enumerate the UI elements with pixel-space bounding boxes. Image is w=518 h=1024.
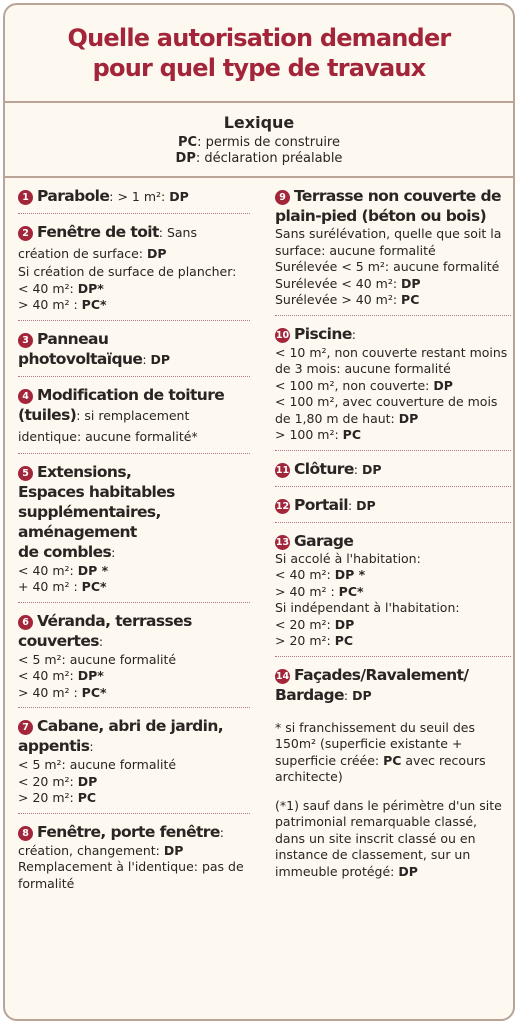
detail-text: > 20 m²:	[18, 790, 78, 805]
item-inline-detail	[99, 634, 103, 649]
lexique-section	[5, 103, 513, 178]
authorization-code: PC*	[338, 583, 364, 599]
item-detail-line	[275, 617, 511, 634]
detail-text: > 20 m²:	[275, 633, 335, 648]
item-title: Terrasse non couverte de	[294, 187, 501, 205]
detail-text: :	[89, 739, 94, 754]
detail-text: > 40 m² :	[18, 297, 82, 312]
detail-text: : si remplacement identique: aucune formalité*	[18, 407, 198, 444]
detail-text: < 40 m²:	[275, 567, 335, 582]
list-item	[18, 329, 250, 377]
detail-text: Remplacement à l'identique: pas de formalité	[18, 859, 244, 891]
footnote	[275, 798, 511, 881]
item-number-badge: 14	[275, 670, 290, 682]
detail-text: :	[353, 461, 362, 477]
authorization-code: PC*	[81, 297, 107, 312]
item-detail-line	[275, 259, 511, 276]
authorization-code: DP	[398, 410, 419, 426]
item-inline-detail	[344, 688, 372, 703]
authorization-code: DP	[163, 842, 184, 858]
item-inline-detail	[142, 352, 170, 367]
item-detail-line	[275, 378, 511, 395]
authorization-card	[3, 3, 515, 1021]
detail-text: :	[111, 544, 116, 560]
detail-text: :	[219, 824, 224, 840]
item-heading	[275, 459, 511, 480]
item-detail-line	[18, 843, 250, 860]
item-title: Garage	[294, 531, 354, 550]
detail-text: + 40 m² :	[18, 579, 82, 594]
detail-text: Surélevée > 40 m²:	[275, 292, 402, 307]
detail-text: > 40 m² :	[18, 684, 82, 700]
list-item	[275, 324, 511, 451]
list-item	[275, 186, 511, 316]
authorization-code: DP	[150, 351, 171, 367]
item-detail-line	[18, 579, 250, 596]
item-title: aménagement	[18, 522, 137, 541]
item-inline-detail	[111, 545, 115, 560]
item-heading	[275, 495, 511, 516]
authorization-code: DP	[361, 461, 382, 477]
item-number-badge: 3	[18, 333, 33, 348]
item-title: Façades/Ravalement/	[294, 665, 469, 684]
item-title: Portail	[294, 495, 348, 514]
detail-text: < 20 m²:	[275, 616, 335, 632]
authorization-code: DP	[401, 275, 421, 291]
item-detail-line	[18, 757, 250, 774]
list-item	[275, 459, 511, 487]
item-detail-line	[275, 427, 511, 444]
item-inline-detail	[109, 189, 188, 204]
authorization-code: PC	[77, 790, 97, 805]
authorization-code: DP	[352, 687, 372, 703]
list-item	[275, 665, 511, 712]
item-heading	[275, 324, 511, 345]
item-title: supplémentaires,	[18, 502, 161, 521]
item-detail-line	[275, 276, 511, 293]
item-detail-line	[275, 567, 511, 584]
authorization-code: DP *	[77, 562, 109, 578]
item-number-badge: 8	[18, 826, 33, 841]
item-title: (tuiles)	[18, 405, 77, 424]
item-number-badge: 4	[18, 389, 33, 404]
detail-text: < 100 m², non couverte:	[275, 377, 434, 393]
list-item	[18, 186, 250, 214]
lexique-dp	[176, 151, 343, 167]
item-title: photovoltaïque	[18, 349, 143, 368]
authorization-code: DP	[77, 773, 98, 789]
item-title: Modification de toiture	[37, 385, 225, 404]
item-number-badge: 7	[18, 720, 33, 735]
detail-text: < 5 m²: aucune formalité	[18, 651, 177, 667]
item-title: couvertes	[18, 631, 99, 650]
detail-text: Si accolé à l'habitation:	[275, 550, 421, 566]
item-title: Bardage	[275, 685, 344, 704]
detail-text: < 10 m², non couverte restant moins de 3 mois: aucune formalité	[275, 344, 508, 376]
left-column	[18, 186, 250, 906]
item-heading	[275, 665, 511, 706]
item-number-badge: 9	[275, 190, 290, 205]
authorization-code: DP	[398, 863, 418, 879]
title-line-2: pour quel type de travaux	[92, 54, 426, 82]
item-inline-detail	[348, 498, 376, 513]
detail-text: < 40 m²:	[18, 562, 78, 578]
authorization-code: PC	[342, 427, 361, 442]
item-detail-line	[18, 790, 250, 807]
footnote-text: * si franchissement du seuil des 150m² (superficie existante + superficie créée:	[275, 719, 475, 768]
item-title: appentis	[18, 737, 90, 755]
authorization-code: DP *	[334, 567, 366, 582]
list-item	[18, 611, 250, 709]
item-detail-line	[18, 859, 250, 892]
lexique-pc	[178, 135, 340, 151]
item-heading	[275, 531, 511, 551]
authorization-code: PC	[383, 752, 402, 768]
detail-text: : > 1 m²:	[109, 189, 170, 204]
detail-text: Si création de surface de plancher: < 40 m²:	[18, 264, 237, 296]
item-inline-detail	[354, 462, 382, 477]
detail-text: :	[343, 687, 353, 703]
item-number-badge: 6	[18, 615, 33, 630]
item-detail-line	[18, 774, 250, 791]
title-line-1: Quelle autorisation demander	[67, 24, 451, 52]
detail-text: Si indépendant à l'habitation:	[275, 600, 460, 615]
detail-text: création, changement:	[18, 842, 164, 858]
lexique-title: Lexique	[223, 113, 295, 132]
authorization-code: PC	[334, 633, 354, 648]
item-title: Espaces habitables	[18, 482, 175, 501]
item-number-badge: 11	[275, 464, 290, 476]
items-columns	[5, 186, 513, 1019]
footnote-text: (*1) sauf dans le périmètre d'un site patrimonial remarquable classé, dans un site inscrit classé ou en instance de classement, sur un immeuble protégé:	[275, 797, 502, 879]
authorization-code: DP	[433, 377, 453, 393]
item-title: Extensions,	[37, 462, 132, 481]
list-item	[18, 222, 250, 321]
detail-text: < 100 m², avec couverture de mois de 1,80 m de haut:	[275, 394, 498, 426]
item-title: Parabole	[37, 187, 110, 205]
item-detail-line	[18, 668, 250, 685]
right-column	[275, 186, 511, 892]
authorization-code: DP	[169, 189, 189, 204]
detail-text: < 40 m²:	[18, 668, 78, 683]
authorization-code: PC*	[81, 684, 107, 700]
detail-text: :	[142, 351, 151, 367]
detail-text: Surélevée < 40 m²:	[275, 275, 402, 291]
item-heading	[18, 822, 250, 843]
item-detail-line	[275, 584, 511, 601]
list-item	[18, 462, 250, 603]
item-inline-detail	[352, 327, 356, 342]
item-detail-line	[275, 226, 511, 259]
item-heading	[18, 186, 250, 207]
item-title: Fenêtre, porte fenêtre	[37, 822, 220, 841]
list-item	[18, 716, 250, 814]
detail-text: : Sans création de surface:	[18, 225, 197, 261]
item-number-badge: 10	[275, 329, 290, 341]
item-title: Cabane, abri de jardin,	[37, 717, 224, 735]
detail-text: > 100 m²:	[275, 427, 343, 442]
footnote-text: avec recours architecte)	[275, 752, 486, 784]
pc-abbr: PC	[178, 135, 198, 150]
authorization-code: PC*	[81, 579, 107, 594]
pc-definition: : permis de construire	[197, 135, 340, 150]
item-number-badge: 5	[18, 466, 33, 481]
item-detail-line	[18, 563, 250, 580]
detail-text: < 20 m²:	[18, 773, 78, 789]
footnote	[275, 720, 511, 786]
item-detail-line	[275, 292, 511, 309]
list-item	[275, 531, 511, 657]
item-detail-line	[275, 551, 511, 568]
item-heading	[275, 186, 511, 226]
detail-text: > 40 m² :	[275, 583, 339, 599]
list-item	[18, 822, 250, 899]
authorization-code: PC	[401, 292, 420, 307]
authorization-code: DP	[147, 246, 167, 261]
item-title: Piscine	[294, 324, 352, 343]
authorization-code: DP	[334, 616, 355, 632]
authorization-code: DP*	[77, 280, 104, 296]
item-inline-detail	[220, 825, 224, 840]
item-title: Clôture	[294, 459, 354, 478]
item-detail-line	[18, 685, 250, 702]
item-title: Fenêtre de toit	[37, 223, 159, 241]
dp-abbr: DP	[175, 151, 196, 166]
item-detail-line	[18, 264, 250, 297]
detail-text: :	[347, 497, 357, 513]
authorization-code: DP*	[77, 668, 104, 683]
item-heading	[18, 385, 250, 447]
item-heading	[18, 716, 250, 757]
item-number-badge: 13	[275, 536, 290, 548]
item-detail-line	[275, 394, 511, 427]
detail-text: :	[98, 633, 104, 649]
item-detail-line	[275, 600, 511, 617]
dp-definition: : déclaration préalable	[195, 151, 343, 166]
item-inline-detail	[89, 739, 93, 754]
item-number-badge: 2	[18, 226, 33, 241]
authorization-code: DP	[356, 497, 376, 513]
item-title: Véranda, terrasses	[37, 611, 192, 630]
item-detail-line	[18, 652, 250, 669]
list-item	[275, 495, 511, 523]
detail-text: :	[351, 326, 356, 342]
item-heading	[18, 611, 250, 652]
page-title	[5, 5, 513, 103]
item-heading	[18, 462, 250, 563]
detail-text: < 5 m²: aucune formalité	[18, 757, 177, 772]
list-item	[18, 385, 250, 454]
detail-text: Surélevée < 5 m²: aucune formalité	[275, 259, 500, 274]
item-title: de combles	[18, 542, 112, 561]
item-title: Panneau	[37, 329, 109, 348]
item-heading	[18, 222, 250, 264]
item-number-badge: 12	[275, 500, 290, 512]
item-detail-line	[275, 345, 511, 378]
item-detail-line	[275, 633, 511, 650]
item-number-badge: 1	[18, 190, 33, 205]
item-detail-line	[18, 297, 250, 314]
item-heading	[18, 329, 250, 370]
detail-text: Sans surélévation, quelle que soit la surface: aucune formalité	[275, 226, 502, 258]
item-title: plain-pied (béton ou bois)	[275, 207, 487, 225]
